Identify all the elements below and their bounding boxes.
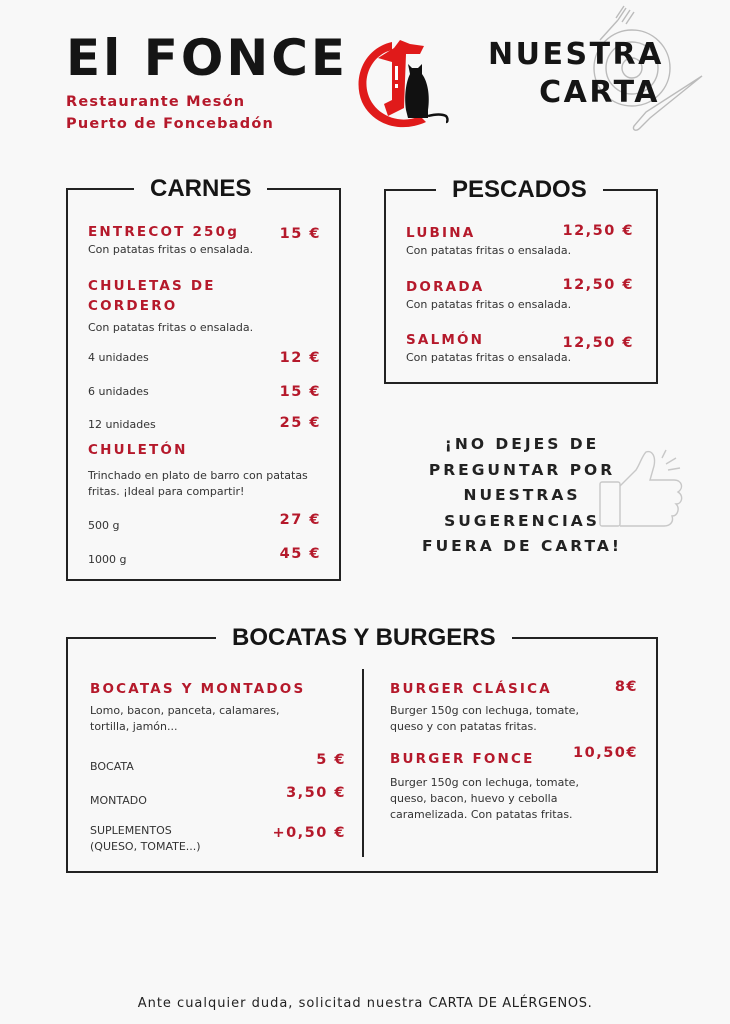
option-price: 15 € [279,384,321,400]
option-price: +0,50 € [272,825,346,841]
menu-item-lubina [406,223,656,259]
item-description-line-1: Trinchado en plato de barro con patatas [88,469,308,482]
restaurant-subtitle-1: Restaurante Mesón [66,94,246,110]
carnes-section [66,175,341,581]
bocatas-burgers-title: BOCATAS Y BURGERS [216,623,512,653]
item-name: LUBINA [406,225,476,241]
option-row [88,346,339,365]
item-description-line-1: Lomo, bacon, panceta, calamares, [90,704,280,717]
restaurant-name: El FONCE [66,29,349,87]
carta-line-2: CARTA [539,75,660,110]
option-price: 5 € [316,752,346,768]
item-price: 12,50 € [562,277,634,293]
item-price: 12,50 € [562,335,634,351]
suggestions-promo [412,432,632,560]
option-price: 12 € [279,350,321,366]
restaurant-subtitle-2: Puerto de Foncebadón [66,116,274,132]
menu-item-chuleton [88,440,339,500]
option-label: 4 unidades [88,351,149,364]
option-label: MONTADO [90,794,147,807]
item-name-line-2: CORDERO [88,298,178,314]
item-price: 8€ [614,679,638,695]
option-price: 27 € [279,512,321,528]
nuestra-carta-heading [488,36,664,112]
item-name: SALMÓN [406,332,485,348]
promo-line: ¡NO DEJES DE [444,435,600,453]
option-row [88,413,339,432]
carnes-title: CARNES [134,174,267,204]
pescados-section [384,176,658,384]
item-price: 10,50€ [573,745,638,761]
option-label: 1000 g [88,553,127,566]
option-label-line-2: (QUESO, TOMATE...) [90,840,201,853]
option-price: 45 € [279,546,321,562]
footer-text: Ante cualquier duda, solicitad nuestra [137,996,429,1011]
allergens-footer [0,996,730,1011]
item-name: DORADA [406,279,485,295]
item-name: BURGER CLÁSICA [390,681,552,697]
menu-item-burger-fonce [390,745,638,823]
bocatas-burgers-section [66,624,658,873]
item-description-line-2: queso y con patatas fritas. [390,720,537,733]
option-row [88,514,339,533]
item-description-line-2: queso, bacon, huevo y cebolla [390,792,558,805]
menu-item-burger-clasica [390,679,638,735]
item-description-line-2: fritas. ¡Ideal para compartir! [88,485,245,498]
item-name-line-1: CHULETAS DE [88,278,216,294]
item-description: Con patatas fritas o ensalada. [406,351,572,364]
option-price: 3,50 € [286,785,346,801]
allergens-menu-emphasis: CARTA DE ALÉRGENOS. [428,996,593,1011]
option-row [88,548,339,567]
item-price: 12,50 € [562,223,634,239]
option-label: BOCATA [90,760,134,773]
bocatas-montados-item [90,679,348,735]
crescent-c-with-cat-logo-icon [348,30,452,134]
option-row [90,752,346,774]
menu-item-entrecot [88,222,339,258]
item-description-line-3: caramelizada. Con patatas fritas. [390,808,573,821]
option-row [90,823,346,855]
option-label-line-1: SUPLEMENTOS [90,824,172,837]
pescados-title: PESCADOS [436,175,603,205]
option-label: 6 unidades [88,385,149,398]
item-description: Con patatas fritas o ensalada. [406,298,572,311]
item-description: Con patatas fritas o ensalada. [88,243,254,256]
menu-item-chuletas [88,276,339,336]
promo-line: PREGUNTAR POR [428,460,616,479]
item-name: CHULETÓN [88,442,188,458]
option-label: 12 unidades [88,418,156,431]
item-description: Con patatas fritas o ensalada. [406,244,572,257]
option-row [90,785,346,808]
item-name: BURGER FONCE [390,751,535,767]
item-name: ENTRECOT 250g [88,224,240,240]
promo-line: NUESTRAS [463,486,581,504]
item-description: Con patatas fritas o ensalada. [88,321,254,334]
promo-line: FUERA DE CARTA! [422,537,622,555]
option-price: 25 € [279,415,321,431]
column-divider [362,669,364,857]
promo-line: SUGERENCIAS [444,511,600,530]
menu-item-salmon [406,330,656,366]
menu-item-dorada [406,277,656,313]
item-description-line-2: tortilla, jamón... [90,720,178,733]
item-price: 15 € [279,226,321,242]
item-description-line-1: Burger 150g con lechuga, tomate, [390,704,579,717]
option-row [88,380,339,399]
item-description-line-1: Burger 150g con lechuga, tomate, [390,776,579,789]
item-name: BOCATAS Y MONTADOS [90,681,306,697]
carta-line-1: NUESTRA [488,37,664,72]
option-label: 500 g [88,519,120,532]
